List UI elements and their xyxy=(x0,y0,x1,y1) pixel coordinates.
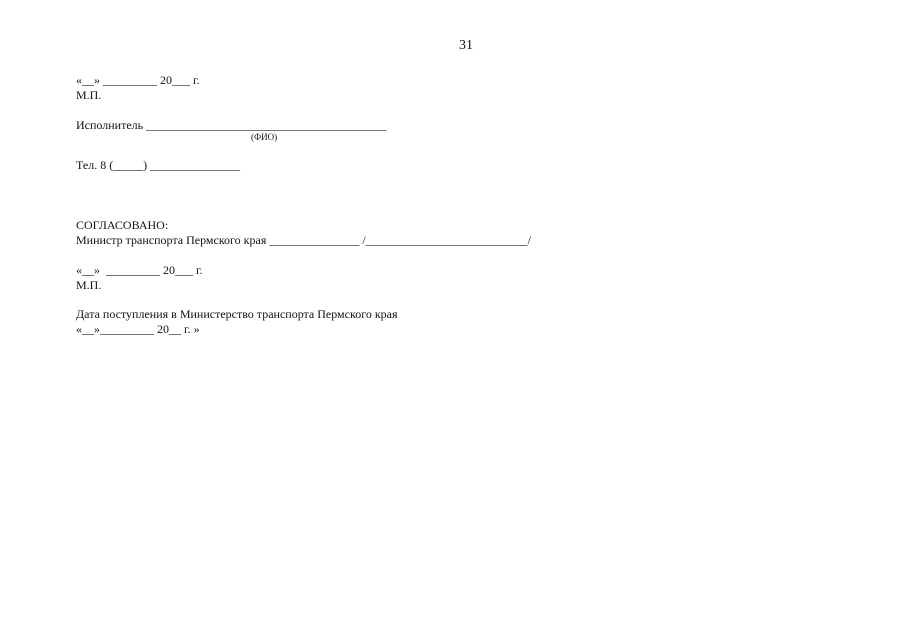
phone-line: Тел. 8 (_____) _______________ xyxy=(76,158,241,172)
executor-line: Исполнитель ________________________________________ xyxy=(76,118,387,132)
date-line: «__» _________ 20___ г. xyxy=(76,73,200,87)
stamp-mark-approval: М.П. xyxy=(76,278,102,292)
executor-caption: (ФИО) xyxy=(251,132,278,142)
receipt-date-label: Дата поступления в Министерство транспорта Пермского края xyxy=(76,307,398,321)
agreed-heading: СОГЛАСОВАНО: xyxy=(76,218,169,232)
minister-signature-line: Министр транспорта Пермского края _______________ /___________________________/ xyxy=(76,233,532,247)
date-line-approval: «__» _________ 20___ г. xyxy=(76,263,203,277)
receipt-date-line: «__»_________ 20__ г. » xyxy=(76,322,200,336)
page-number: 31 xyxy=(459,38,473,53)
stamp-mark: М.П. xyxy=(76,88,102,102)
